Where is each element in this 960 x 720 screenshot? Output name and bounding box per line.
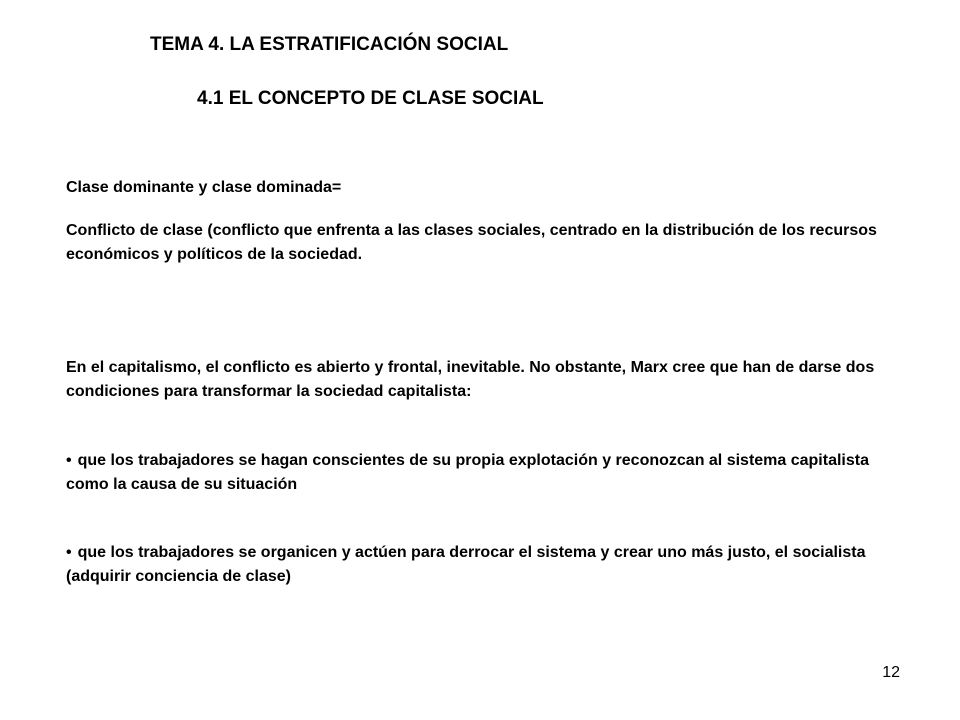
bullet-icon: • xyxy=(66,544,72,561)
paragraph-class-definition: Clase dominante y clase dominada= xyxy=(66,179,342,196)
bullet-text: que los trabajadores se organicen y actúen para derrocar el sistema y crear uno más justo, el socialista (adquirir conciencia de clase) xyxy=(66,544,866,585)
paragraph-capitalism: En el capitalismo, el conflicto es abierto y frontal, inevitable. No obstante, Marx cree que han de darse dos condiciones para transformar la sociedad capitalista: xyxy=(66,359,875,400)
slide-title: TEMA 4. LA ESTRATIFICACIÓN SOCIAL xyxy=(150,34,509,55)
paragraph-class-conflict: Conflicto de clase (conflicto que enfrenta a las clases sociales, centrado en la distribución de los recursos económicos y políticos de la sociedad. xyxy=(66,222,877,263)
bullet-item-organization xyxy=(66,541,906,589)
slide-subtitle: 4.1 EL CONCEPTO DE CLASE SOCIAL xyxy=(197,88,544,109)
bullet-icon: • xyxy=(66,452,72,469)
bullet-item-consciousness xyxy=(66,449,896,497)
bullet-text: que los trabajadores se hagan conscientes de su propia explotación y reconozcan al sistema capitalista como la causa de su situación xyxy=(66,452,869,493)
page-number: 12 xyxy=(882,664,900,681)
